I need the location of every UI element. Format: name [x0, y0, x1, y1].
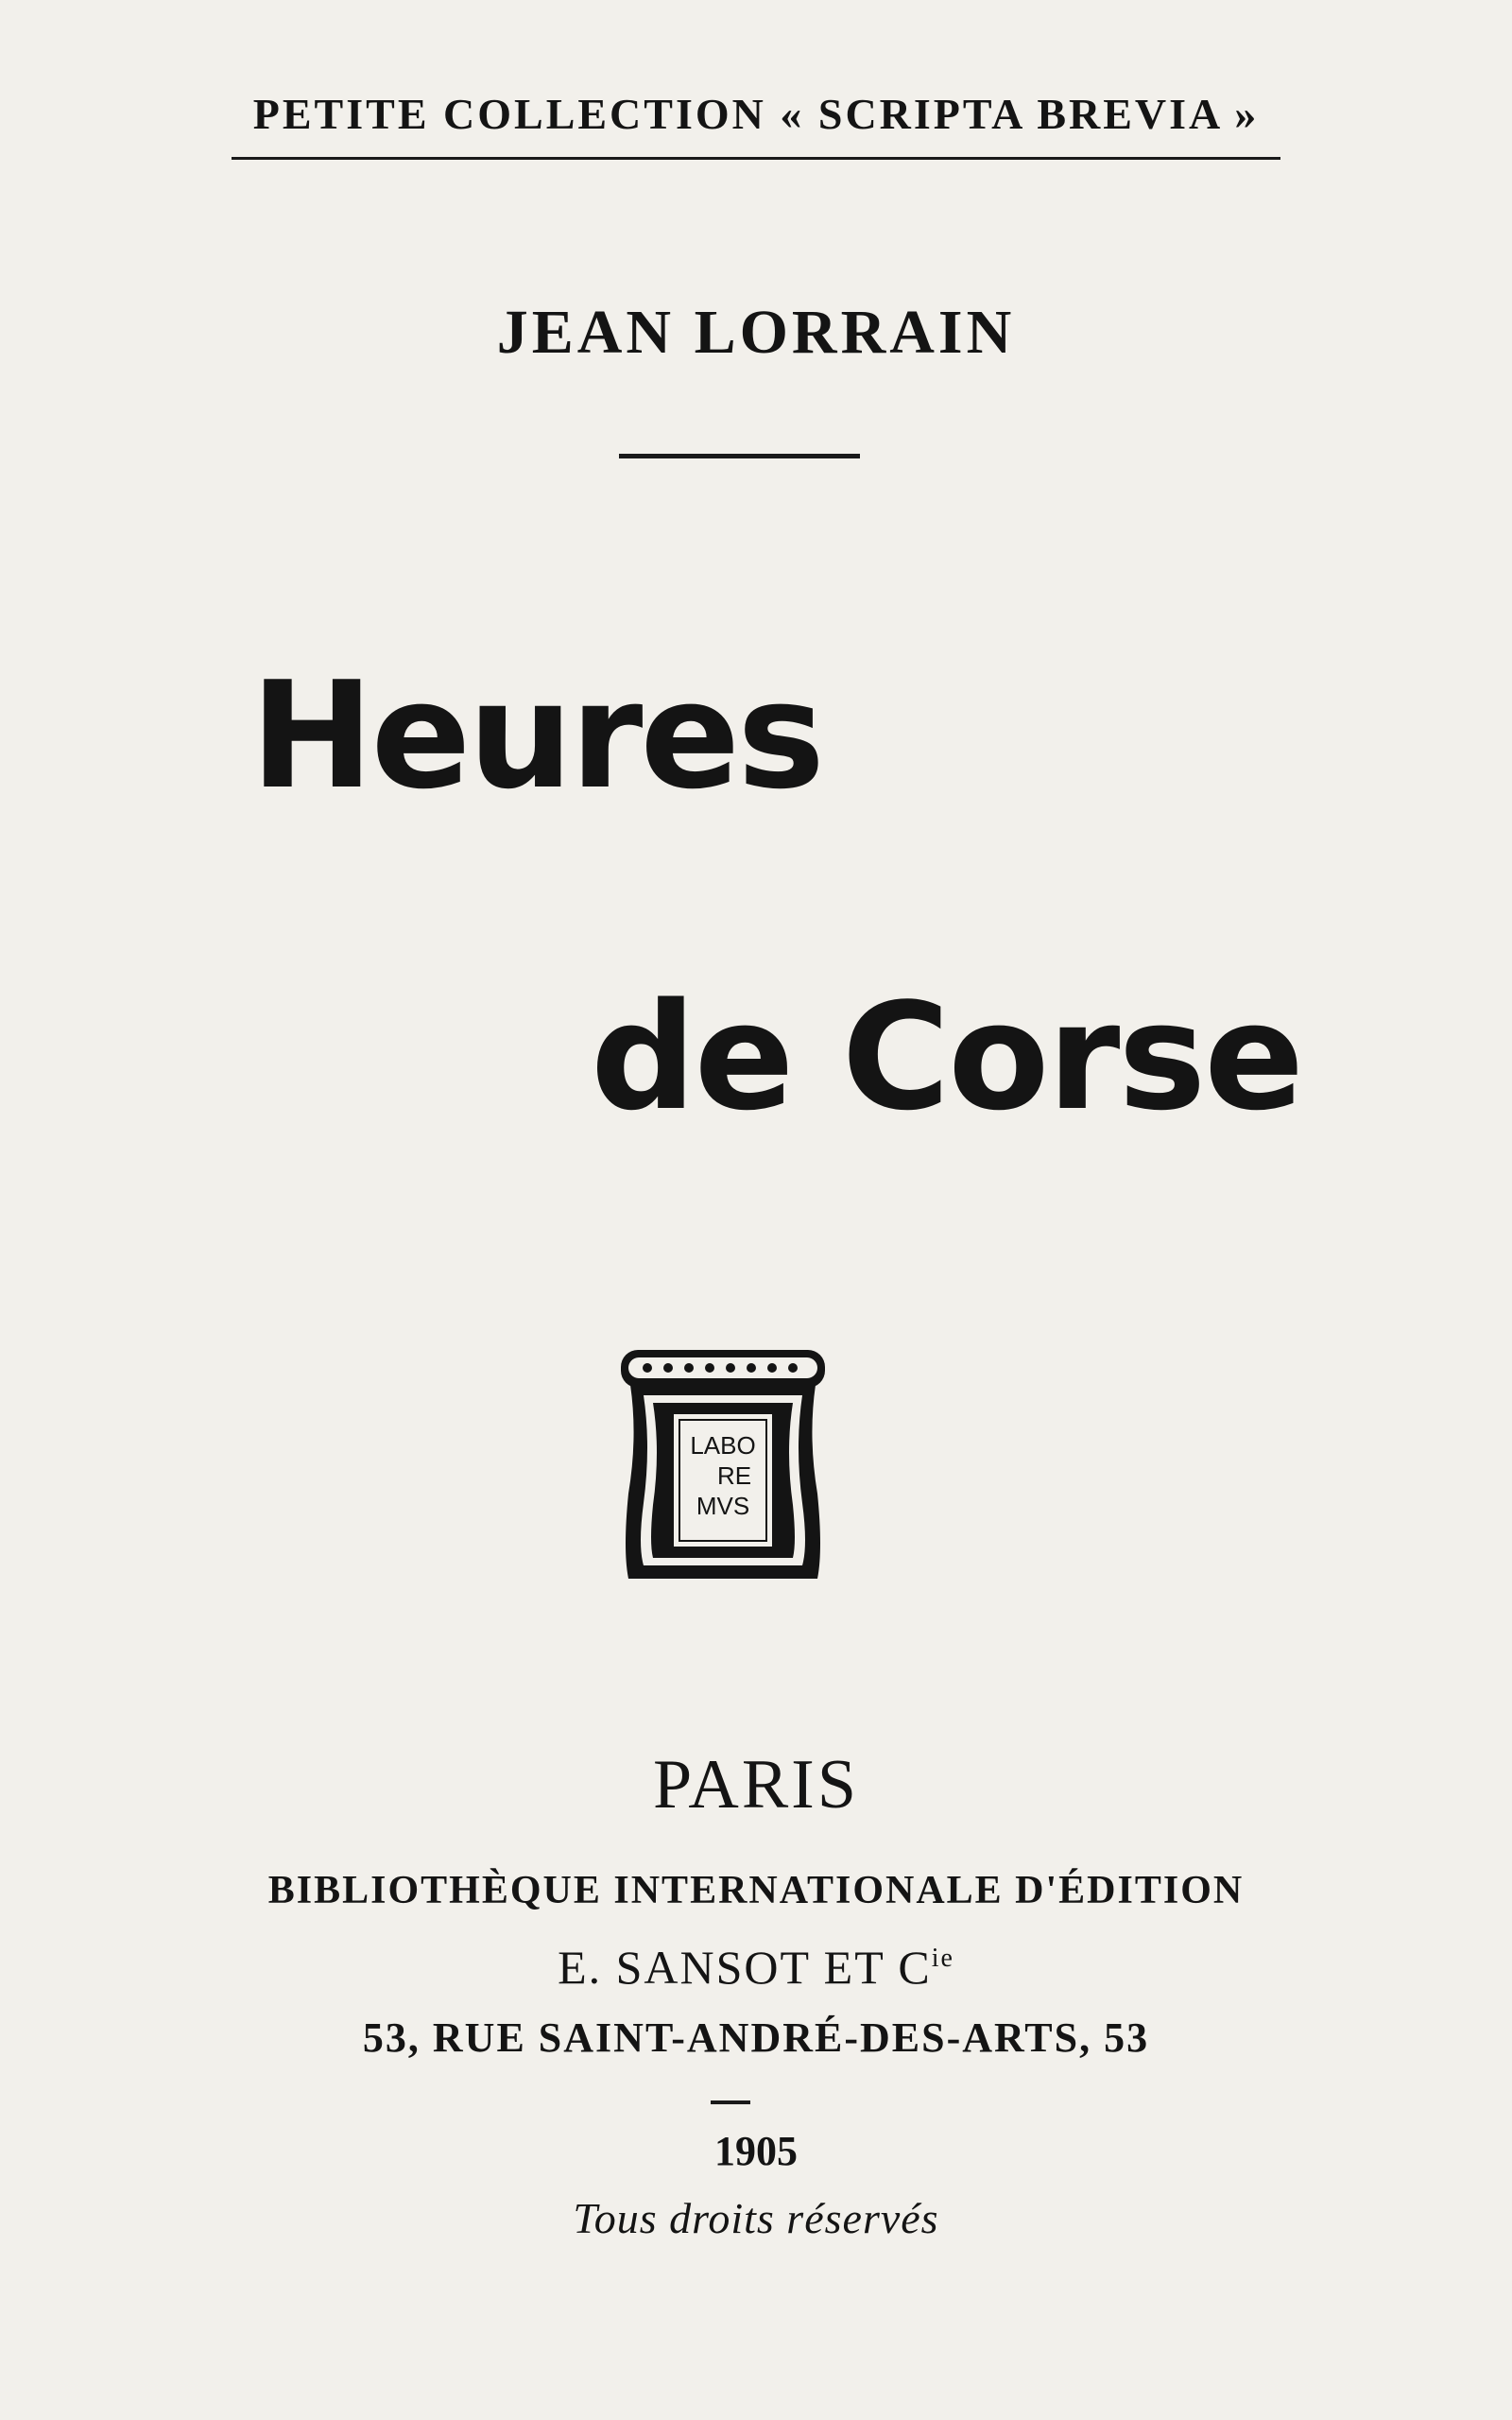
imprint-address: 53, RUE SAINT-ANDRÉ-DES-ARTS, 53	[362, 2014, 1150, 2061]
rights-notice: Tous droits réservés	[573, 2194, 939, 2242]
imprint-firm-sup: ie	[931, 1944, 954, 1973]
book-title-line-2: de Corse	[591, 971, 1303, 1143]
imprint-firm	[0, 1940, 1512, 1995]
book-title-line-1: Heures	[250, 649, 823, 821]
printer-mark-icon	[619, 1342, 827, 1588]
imprint-publisher: BIBLIOTHÈQUE INTERNATIONALE D'ÉDITION	[267, 1869, 1245, 1912]
author-name: JEAN LORRAIN	[496, 298, 1016, 367]
imprint-rule	[711, 2100, 750, 2104]
printer-mark-text-2: RE	[716, 1461, 752, 1490]
imprint-firm-name: E. SANSOT ET C	[558, 1941, 932, 1994]
printer-mark-text-1: LABO	[690, 1431, 756, 1460]
author-rule	[619, 454, 860, 458]
imprint-year: 1905	[714, 2128, 798, 2174]
printer-mark-text-3: MVS	[696, 1492, 750, 1520]
imprint-city: PARIS	[653, 1746, 859, 1824]
series-rule	[232, 157, 1280, 160]
series-title: PETITE COLLECTION « SCRIPTA BREVIA »	[252, 90, 1260, 138]
